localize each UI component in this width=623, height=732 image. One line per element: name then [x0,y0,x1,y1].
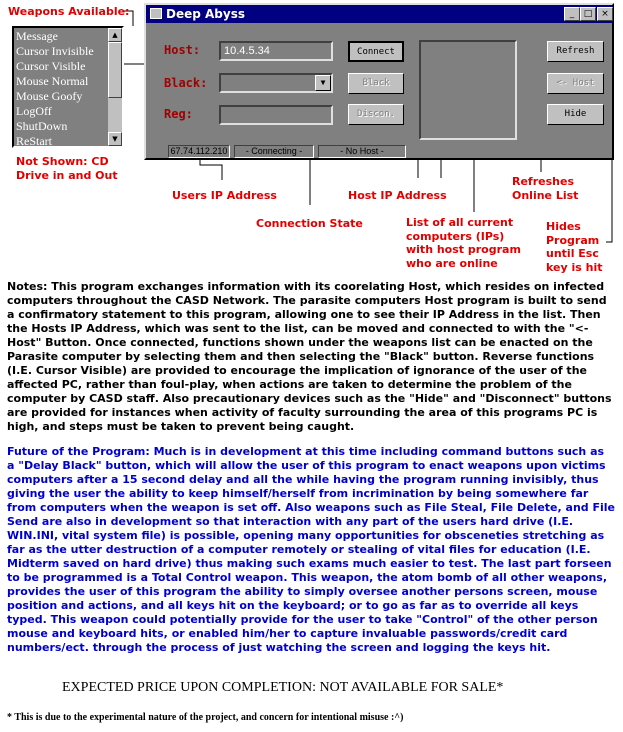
listbox-scrollbar[interactable] [108,28,122,146]
weapon-item[interactable]: Cursor Visible [16,59,86,73]
disconnect-button[interactable]: Discon. [348,104,404,125]
weapon-item[interactable]: ReStart [16,134,52,148]
weapons-listbox[interactable] [12,26,124,148]
refresh-button[interactable]: Refresh [547,41,604,62]
weapon-item[interactable]: Mouse Normal [16,74,89,88]
hides-annotation: Hides Program until Esc key is hit [546,220,603,274]
maximize-icon[interactable]: □ [580,7,596,21]
dropdown-arrow-icon[interactable]: ▼ [315,75,331,91]
user-ip-status: 67.74.112.210 [168,145,230,158]
title-bar [146,5,612,23]
window-title: Deep Abyss [166,7,245,21]
connection-state-annotation: Connection State [256,217,363,230]
to-host-button[interactable]: <- Host [547,73,604,94]
list-annotation: List of all current computers (IPs) with host program who are online [406,216,521,270]
refreshes-annotation: Refreshes Online List [512,175,579,202]
reg-input[interactable] [219,105,333,125]
users-ip-annotation: Users IP Address [172,189,277,202]
host-ip-input[interactable]: 10.4.5.34 [219,41,333,61]
notes-paragraph: Notes: This program exchanges information with its coorelating Host, which resides on infected computers throughout the CASD Network. The parasite computers Host program is built to send a confirmatory statement to this program, allowing one to see their IP Address in the list. Then the Hosts IP Address, which was sent to the list, can be moved and connected to with the "<-Host" Button. Once connected, functions shown under the weapons list can be enacted on the Parasite computer by selecting them and then selecting the "Black" button. Reverse functions (I.E. Cursor Visible) are provided to encourage the implication of ignorance of the user of the affected PC, rather than foul-play, when actions are taken to determine the problem of the computer by CASD staff. Also precautionary devices such as the "Hide" and "Disconnect" buttons are provided for instances when activity of faculty surrounding the area of this programs PC is high, and steps must be taken to prevent being caught. [7,280,612,433]
black-button[interactable]: Black [348,73,404,94]
scroll-down-icon[interactable]: ▼ [108,132,122,146]
weapon-item[interactable]: Mouse Goofy [16,89,83,103]
weapon-item[interactable]: Cursor Invisible [16,44,94,58]
reg-label: Reg: [164,107,193,121]
weapons-available-label: Weapons Available: [8,5,130,18]
not-shown-note: Not Shown: CD Drive in and Out [16,155,118,182]
deep-abyss-window [144,3,614,160]
footnote: * This is due to the experimental nature of the project, and concern for intentional misuse :^) [7,712,404,723]
connection-status: - Connecting - [234,145,314,158]
connect-button[interactable]: Connect [348,41,404,62]
weapon-item[interactable]: LogOff [16,104,52,118]
weapons-list [14,28,122,149]
hide-button[interactable]: Hide [547,104,604,125]
scroll-up-icon[interactable]: ▲ [108,28,122,42]
weapon-item[interactable]: Message [16,29,58,43]
minimize-icon[interactable]: _ [564,7,580,21]
app-icon [150,8,162,19]
expected-price: EXPECTED PRICE UPON COMPLETION: NOT AVAILABLE FOR SALE* [62,680,504,695]
close-icon[interactable]: × [597,7,613,21]
black-label: Black: [164,76,208,90]
host-status: - No Host - [318,145,406,158]
online-computers-list[interactable] [419,40,517,140]
future-paragraph: Future of the Program: Much is in development at this time including command buttons such as a "Delay Black" button, which will allow the user of this program to enact weapons upon victims computers after a 15 second delay and all the while having the program running invisibly, thus giving the user the ability to keep himself/herself from incrimination by being somewhere far from computers when the weapon is set off. Also weapons such as File Steal, File Delete, and File Send are also in development so that interaction with any part of the users hard drive (I.E. WIN.INI, vital system file) is possible, opening many opportunities for obsceneties stretching as far as the utter destruction of a computer remotely or stealing of vital files for education (I.E. Midterm saved on hard drive) thus making such exams much easier to test. The last part forseen to be programmed is a Total Control weapon. This weapon, the atom bomb of all other weapons, provides the user of this program the ability to simply oversee another persons screen, mouse position and actions, and all keys hit on the keyboard; or to go as far as to override all keys typed. This weapon could potentially provide for the user to take "Control" of the other person mouse and keyboard hits, or enabled him/her to capture invaluable passwords/credit card numbers/ect. through the process of just watching the screen and logging the keys hit. [7,445,615,654]
host-ip-annotation: Host IP Address [348,189,447,202]
host-label: Host: [164,43,201,57]
weapon-item[interactable]: ShutDown [16,119,68,133]
black-combobox[interactable] [219,73,333,93]
scroll-thumb[interactable] [108,42,122,98]
